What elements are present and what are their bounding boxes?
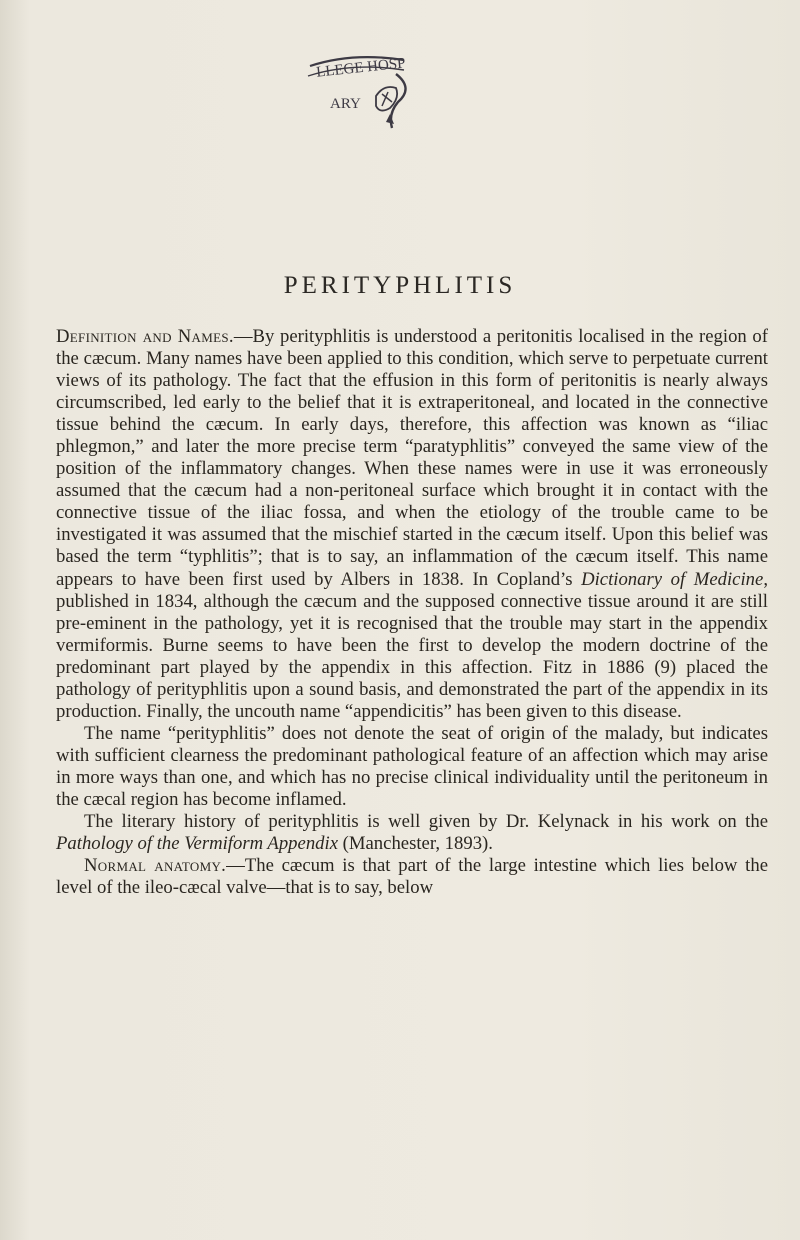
- library-stamp-icon: [292, 44, 422, 136]
- paragraph-name: The name “perityphlitis” does not denote the seat of origin of the malady, but indicates with sufficient clearness the predominant pathological feature of an affection which may arise in more ways than one, and which has no precise clinical individuality until the peritoneum in the cæcal region has become inflamed.: [56, 722, 768, 810]
- definition-text-a: —By perityphlitis is understood a peritonitis localised in the region of the cæcum. Many names have been applied to this condition, which serve to perpetuate current views of its pathology. The fact that the effusion in this form of peritonitis is nearly always circumscribed, led early to the belief that it is extraperitoneal, and located in the connective tissue behind the cæcum. In early days, therefore, this affection was known as “iliac phlegmon,” and later the more precise term “paratyphlitis” conveyed the same view of the position of the inflammatory changes. When these names were in use it was erroneously assumed that the cæcum had a non-peritoneal surface which brought it in contact with the connective tissue of the iliac fossa, and when the etiology of the trouble came to be investigated it was assumed that the mischief started in the cæcum itself. Upon this belief was based the term “typhlitis”; that is to say, an inflammation of the cæcum itself. This name appears to have been first used by Albers in 1838. In Copland’s: [56, 326, 768, 590]
- dictionary-title: Dictionary of Medicine: [581, 568, 764, 590]
- paragraph-anatomy: [56, 855, 768, 899]
- definition-heading: Definition and Names.: [56, 326, 234, 347]
- paragraph-history: [56, 811, 768, 855]
- stamp-text-top: LLEGE HOSP: [315, 55, 407, 81]
- stamp-text-mid: ARY: [330, 96, 361, 112]
- body-text: [56, 326, 768, 899]
- library-stamp: [292, 44, 422, 136]
- paragraph-definition: [56, 326, 768, 723]
- anatomy-heading: Normal anatomy.: [84, 855, 227, 877]
- work-title: Pathology of the Vermiform Appendix: [56, 833, 338, 855]
- definition-text-b: , published in 1834, although the cæcum and the supposed connective tissue around it are still pre-eminent in the pathology, yet it is recognised that the trouble may start in the appendix vermiformis. Burne seems to have been the first to develop the modern doctrine of the predominant part played by the appendix in this affection. Fitz in 1886 (9) placed the pathology of perityphlitis upon a sound basis, and demonstrated the part of the appendix in its production. Finally, the uncouth name “appendicitis” has been given to this disease.: [56, 568, 768, 722]
- anatomy-text: —The cæcum is that part of the large intestine which lies below the level of the ileo-cæcal valve—that is to say, below: [56, 855, 768, 899]
- history-text-a: The literary history of perityphlitis is well given by Dr. Kelynack in his work on the: [84, 811, 768, 833]
- history-text-b: (Manchester, 1893).: [338, 833, 493, 855]
- page-title: PERITYPHLITIS: [283, 272, 517, 299]
